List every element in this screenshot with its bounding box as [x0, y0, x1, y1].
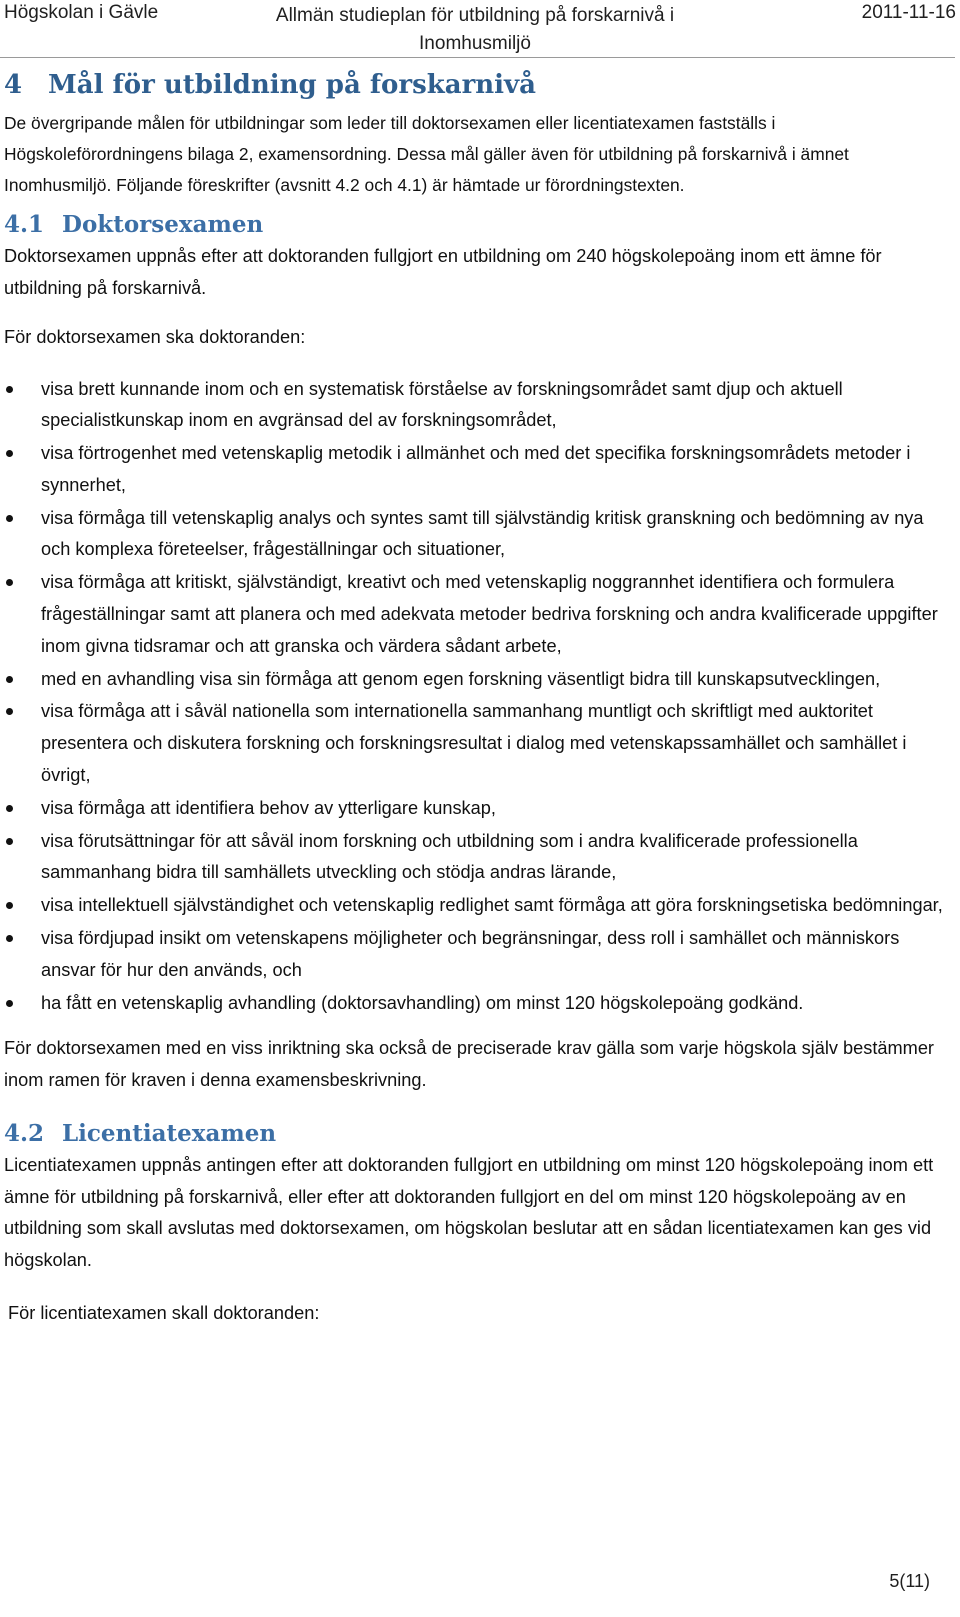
list-item: [4, 988, 954, 1020]
list-item-text: ha fått en vetenskaplig avhandling (doktorsavhandling) om minst 120 högskolepoäng godkänd.: [41, 992, 804, 1013]
section-4-2-heading: [4, 1118, 954, 1150]
section-4-heading: [4, 68, 954, 102]
list-item: [4, 567, 954, 662]
bullet-icon: [6, 935, 13, 942]
section-4-1-intro: Doktorsexamen uppnås efter att doktoranden fullgjort en utbildning om 240 högskolepoäng inom ett ämne för utbildning på forskarnivå.: [4, 246, 882, 298]
doktorsexamen-requirements-list: [4, 374, 954, 1020]
list-item-text: visa fördjupad insikt om vetenskapens möjligheter och begränsningar, dess roll i samhället och människors ansvar för hur den används, och: [41, 928, 900, 980]
section-number: 4.1: [4, 211, 45, 238]
section-title: Mål för utbildning på forskarnivå: [48, 70, 537, 100]
header-divider: [0, 57, 955, 58]
document-body: [4, 68, 954, 1330]
section-number: 4: [4, 70, 23, 100]
list-item: [4, 438, 954, 502]
list-item: [4, 890, 954, 922]
header-date: 2011-11-16: [861, 2, 956, 23]
list-item-text: visa förmåga att kritiskt, självständigt, kreativt och med vetenskaplig noggrannhet identifiera och formulera frågeställningar samt att planera och med adekvata metoder bedriva forskning och andra kvalificerade uppgifter inom givna tidsramar och att granska och värdera sådant arbete,: [41, 572, 938, 656]
bullet-icon: [6, 676, 13, 683]
list-item-text: visa förmåga till vetenskaplig analys och syntes samt till självständig kritisk granskning och bedömning av nya och komplexa företeelser, frågeställningar och situationer,: [41, 507, 924, 560]
list-item-text: visa förutsättningar för att såväl inom forskning och utbildning som i andra kvalificerade professionella sammanhang bidra till samhällets utveckling och stödja andras lärande,: [41, 830, 858, 883]
list-item: [4, 826, 954, 890]
header-document-title: Allmän studieplan för utbildning på forskarnivå i Inomhusmiljö: [275, 5, 675, 54]
bullet-icon: [6, 386, 13, 393]
section-4-intro: De övergripande målen för utbildningar som leder till doktorsexamen eller licentiatexamen fastställs i Högskoleförordningens bilaga 2, examensordning. Dessa mål gäller även för utbildning på forskarnivå i ämnet Inomhusmiljö. Följande föreskrifter (avsnitt 4.2 och 4.1) är hämtade ur förordningstexten.: [4, 113, 849, 195]
page-header: [0, 0, 960, 56]
bullet-icon: [6, 708, 13, 715]
list-item: [4, 503, 954, 567]
section-4-1-heading: [4, 209, 954, 241]
bullet-icon: [6, 838, 13, 845]
list-item: [4, 696, 954, 791]
list-item: [4, 664, 954, 696]
list-item-text: visa förtrogenhet med vetenskaplig metodik i allmänhet och med det specifika forskningsområdets metoder i synnerhet,: [41, 443, 911, 495]
bullet-icon: [6, 579, 13, 586]
section-4-1-closing: För doktorsexamen med en viss inriktning ska också de preciserade krav gälla som varje högskola själv bestämmer inom ramen för kraven i denna examensbeskrivning.: [4, 1038, 934, 1090]
bullet-icon: [6, 450, 13, 457]
bullet-icon: [6, 902, 13, 909]
page-number: 5(11): [889, 1571, 930, 1591]
list-item-text: visa förmåga att i såväl nationella som internationella sammanhang muntligt och skriftligt med auktoritet presentera och diskutera forskning och forskningsresultat i dialog med vetenskapssamhället och samhället i övrigt,: [41, 701, 907, 786]
list-item-text: visa brett kunnande inom och en systematisk förståelse av forskningsområdet samt djup och aktuell specialistkunskap inom en avgränsad del av forskningsområdet,: [41, 378, 843, 431]
list-item: [4, 923, 954, 987]
bullet-icon: [6, 805, 13, 812]
list-item-text: med en avhandling visa sin förmåga att genom egen forskning väsentligt bidra till kunskapsutvecklingen,: [41, 668, 881, 689]
section-4-1-lead: För doktorsexamen ska doktoranden:: [4, 327, 306, 347]
list-item: [4, 793, 954, 825]
bullet-icon: [6, 515, 13, 522]
list-item-text: visa förmåga att identifiera behov av ytterligare kunskap,: [41, 797, 496, 818]
section-4-2-lead: För licentiatexamen skall doktoranden:: [8, 1303, 320, 1324]
list-item-text: visa intellektuell självständighet och vetenskaplig redlighet samt förmåga att göra forskningsetiska bedömningar,: [41, 895, 943, 916]
header-institution: Högskolan i Gävle: [4, 2, 159, 23]
list-item: [4, 374, 954, 438]
section-title: Doktorsexamen: [62, 211, 264, 238]
bullet-icon: [6, 1000, 13, 1007]
section-number: 4.2: [4, 1120, 45, 1148]
section-title: Licentiatexamen: [62, 1120, 277, 1148]
section-4-2-intro: Licentiatexamen uppnås antingen efter att doktoranden fullgjort en utbildning om minst 120 högskolepoäng inom ett ämne för utbildning på forskarnivå, eller efter att doktoranden fullgjort en del om minst 120 högskolepoäng av en utbildning som skall avslutas med doktorsexamen, om högskolan beslutar att en sådan licentiatexamen kan ges vid högskolan.: [4, 1155, 934, 1270]
